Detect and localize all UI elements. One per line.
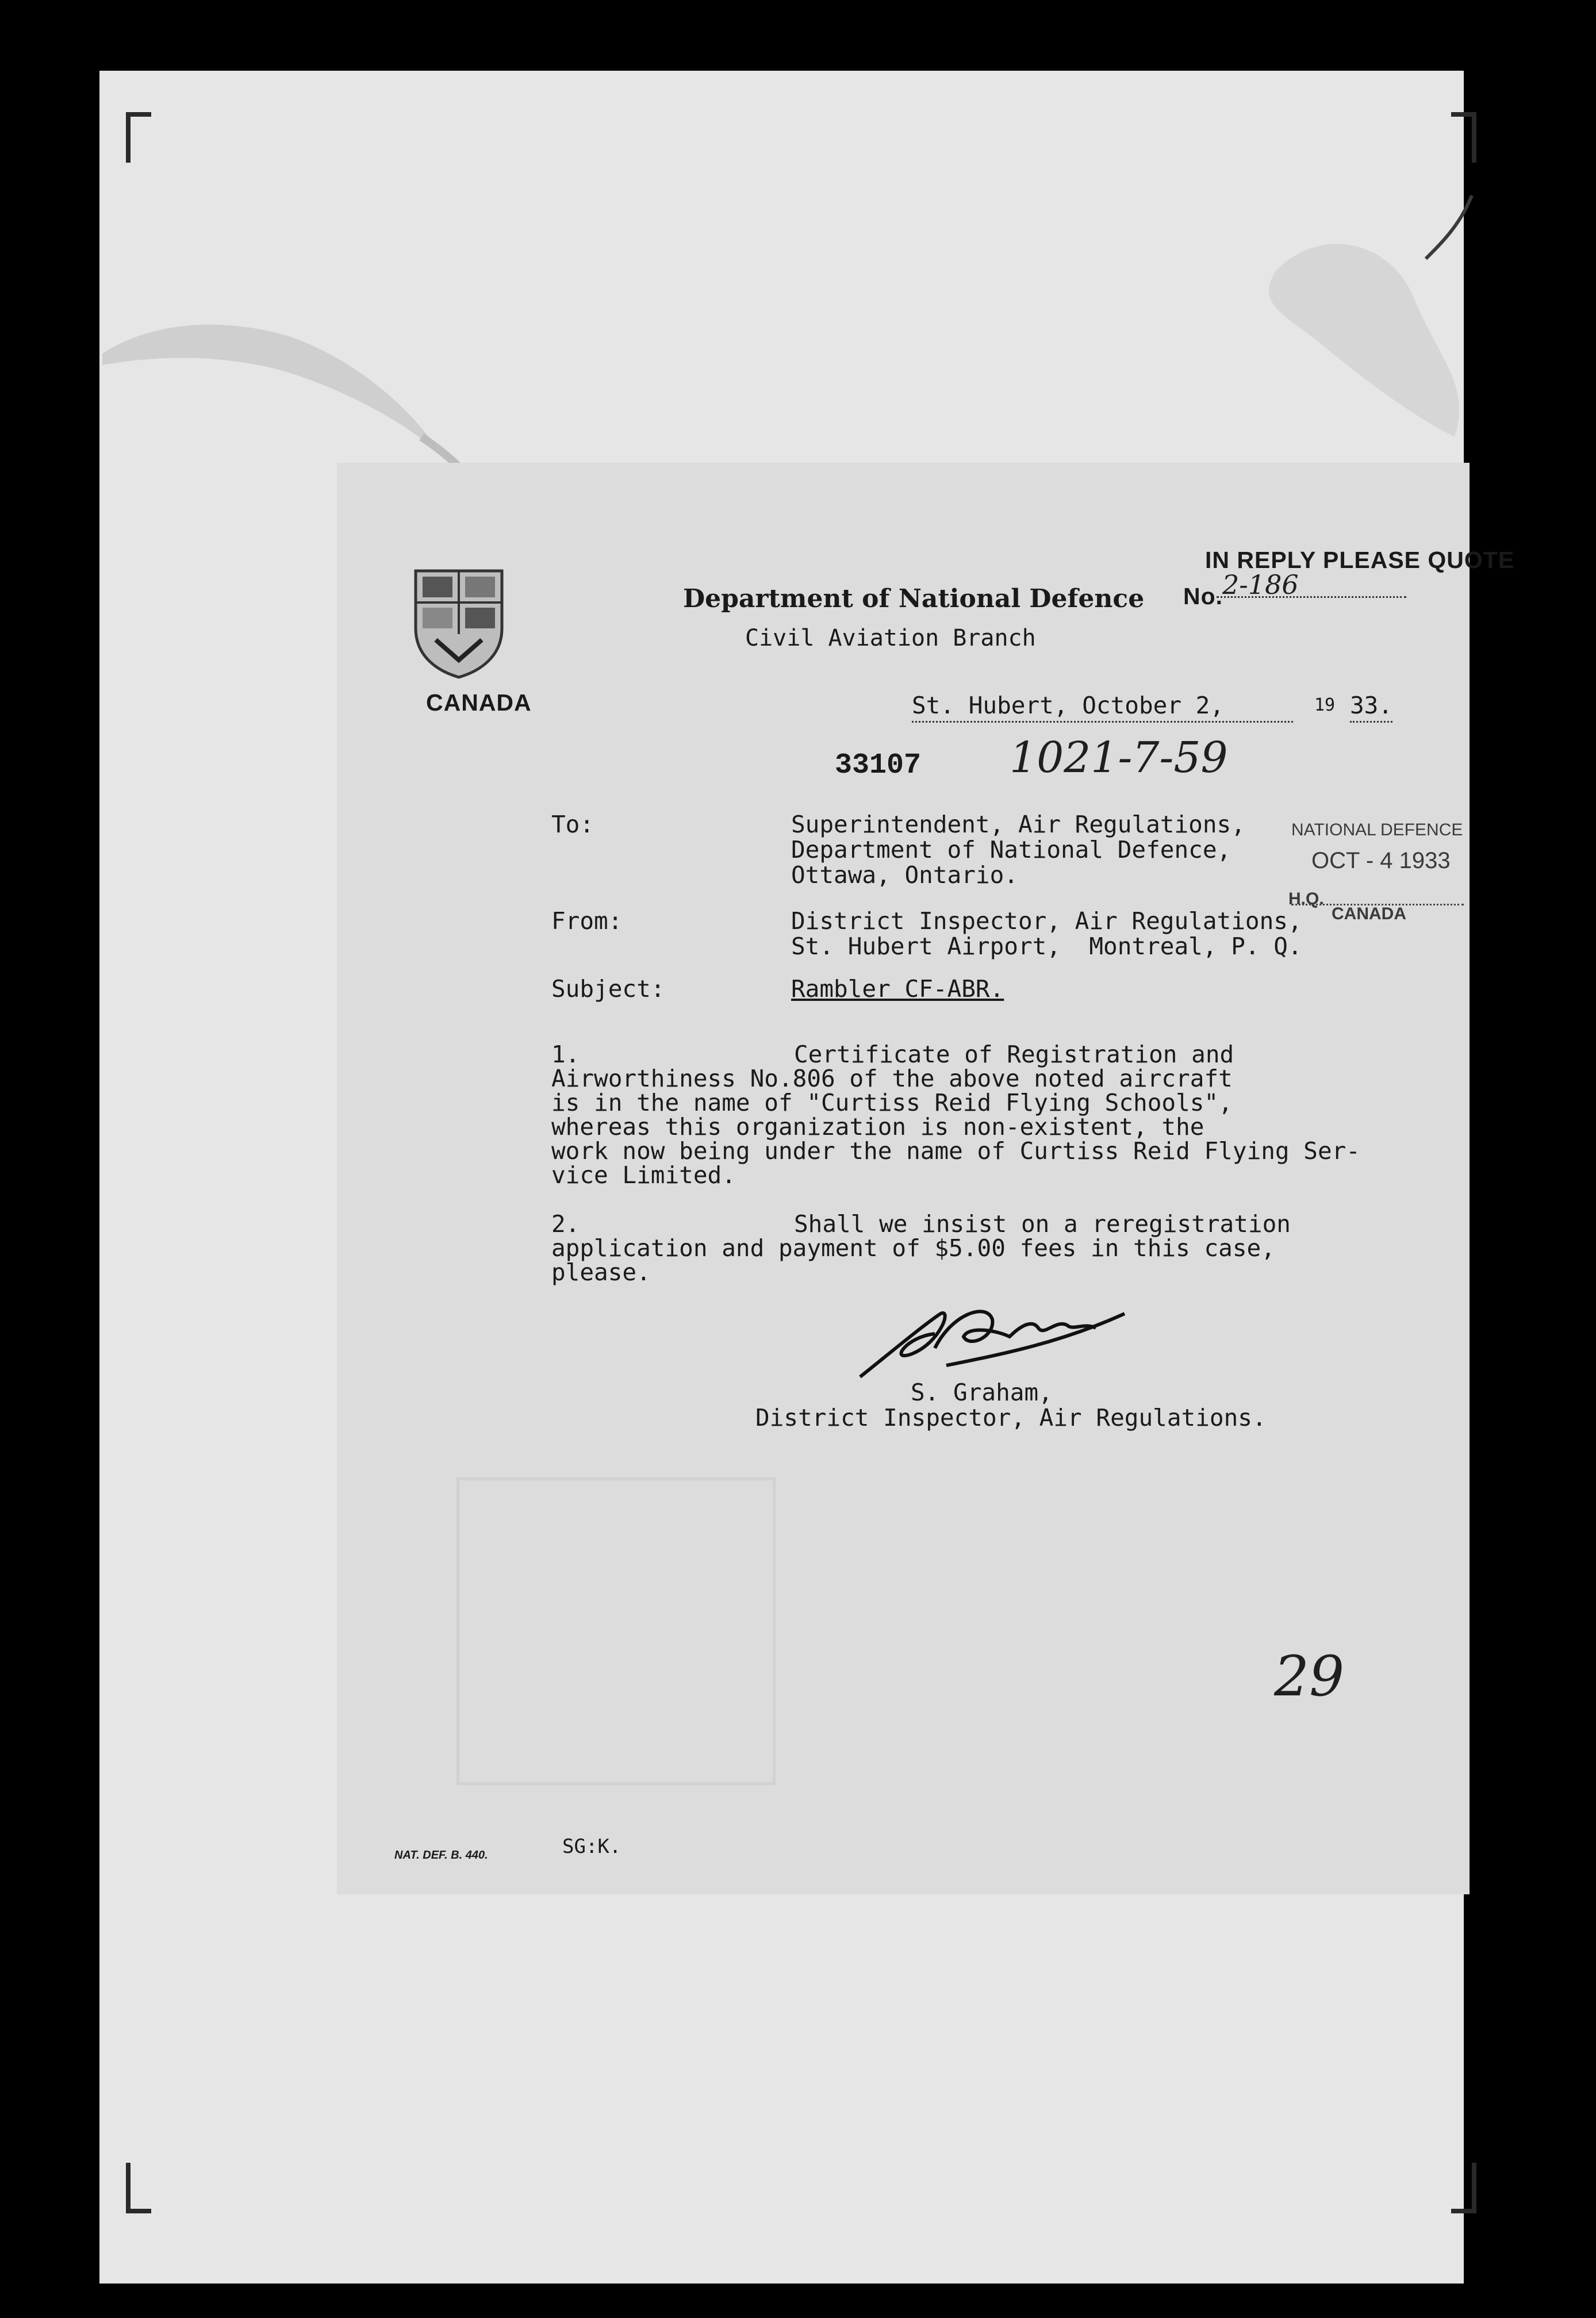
to-label: To:: [551, 811, 594, 838]
subject-label: Subject:: [551, 975, 665, 1003]
signatory-name: S. Graham,: [911, 1379, 1053, 1406]
reference-underline: [1217, 596, 1406, 598]
reply-quote-label: IN REPLY PLEASE QUOTE: [1205, 547, 1515, 573]
received-stamp-date: OCT - 4 1933: [1311, 848, 1451, 873]
paragraph-2-line-3: please.: [551, 1258, 651, 1286]
year: 33.: [1350, 690, 1392, 723]
signatory-title: District Inspector, Air Regulations.: [755, 1404, 1267, 1432]
crest-caption: CANADA: [426, 689, 532, 716]
to-line-3: Ottawa, Ontario.: [791, 861, 1018, 889]
received-stamp-line1: NATIONAL DEFENCE: [1291, 820, 1463, 839]
to-line-2: Department of National Defence,: [791, 836, 1231, 864]
bleed-through-stamp: [456, 1477, 776, 1785]
crop-mark-bottom-left: [126, 2163, 151, 2213]
typist-initials: SG:K.: [562, 1835, 621, 1858]
file-number: 33107: [835, 749, 922, 782]
from-line-2: St. Hubert Airport, Montreal, P. Q.: [791, 932, 1302, 960]
paragraph-1-line-5: work now being under the name of Curtiss Reid Flying Ser-: [551, 1137, 1360, 1165]
place-date: St. Hubert, October 2,: [912, 690, 1293, 723]
paragraph-2-line-1: Shall we insist on a reregistration: [794, 1210, 1291, 1238]
paragraph-1-number: 1.: [551, 1041, 580, 1068]
to-line-1: Superintendent, Air Regulations,: [791, 811, 1245, 838]
crop-mark-top-right: [1451, 112, 1476, 163]
paragraph-1-line-2: Airworthiness No.806 of the above noted aircraft: [551, 1065, 1233, 1092]
paper-stain: [1236, 190, 1478, 460]
crop-mark-bottom-right: [1451, 2163, 1476, 2213]
reference-number: 2-186: [1222, 569, 1299, 600]
canada-coat-of-arms-icon: [410, 565, 508, 680]
subject-text: Rambler CF-ABR.: [791, 975, 1004, 1003]
department-heading: Department of National Defence: [683, 584, 1145, 613]
form-number: NAT. DEF. B. 440.: [394, 1849, 488, 1862]
reference-no-label: No.: [1183, 583, 1223, 609]
paragraph-1-line-3: is in the name of "Curtiss Reid Flying Schools",: [551, 1089, 1233, 1116]
crop-mark-top-left: [126, 112, 151, 163]
handwritten-signature: [854, 1279, 1153, 1388]
branch-heading: Civil Aviation Branch: [745, 625, 1036, 651]
paragraph-1-line-6: vice Limited.: [551, 1161, 736, 1189]
received-stamp-hq: H.Q.: [1288, 889, 1324, 908]
year-prefix: 19: [1314, 695, 1336, 715]
paragraph-2-line-2: application and payment of $5.00 fees in this case,: [551, 1234, 1275, 1262]
letter-sheet: [337, 463, 1515, 1894]
page-number: 29: [1274, 1644, 1345, 1709]
from-label: From:: [551, 907, 623, 935]
paragraph-1-line-4: whereas this organization is non-existent, the: [551, 1113, 1204, 1141]
paragraph-1-line-1: Certificate of Registration and: [794, 1041, 1234, 1068]
paragraph-2-number: 2.: [551, 1210, 580, 1238]
received-stamp-country: CANADA: [1332, 904, 1406, 923]
handwritten-file-reference: 1021-7-59: [1010, 733, 1228, 782]
from-line-1: District Inspector, Air Regulations,: [791, 907, 1302, 935]
